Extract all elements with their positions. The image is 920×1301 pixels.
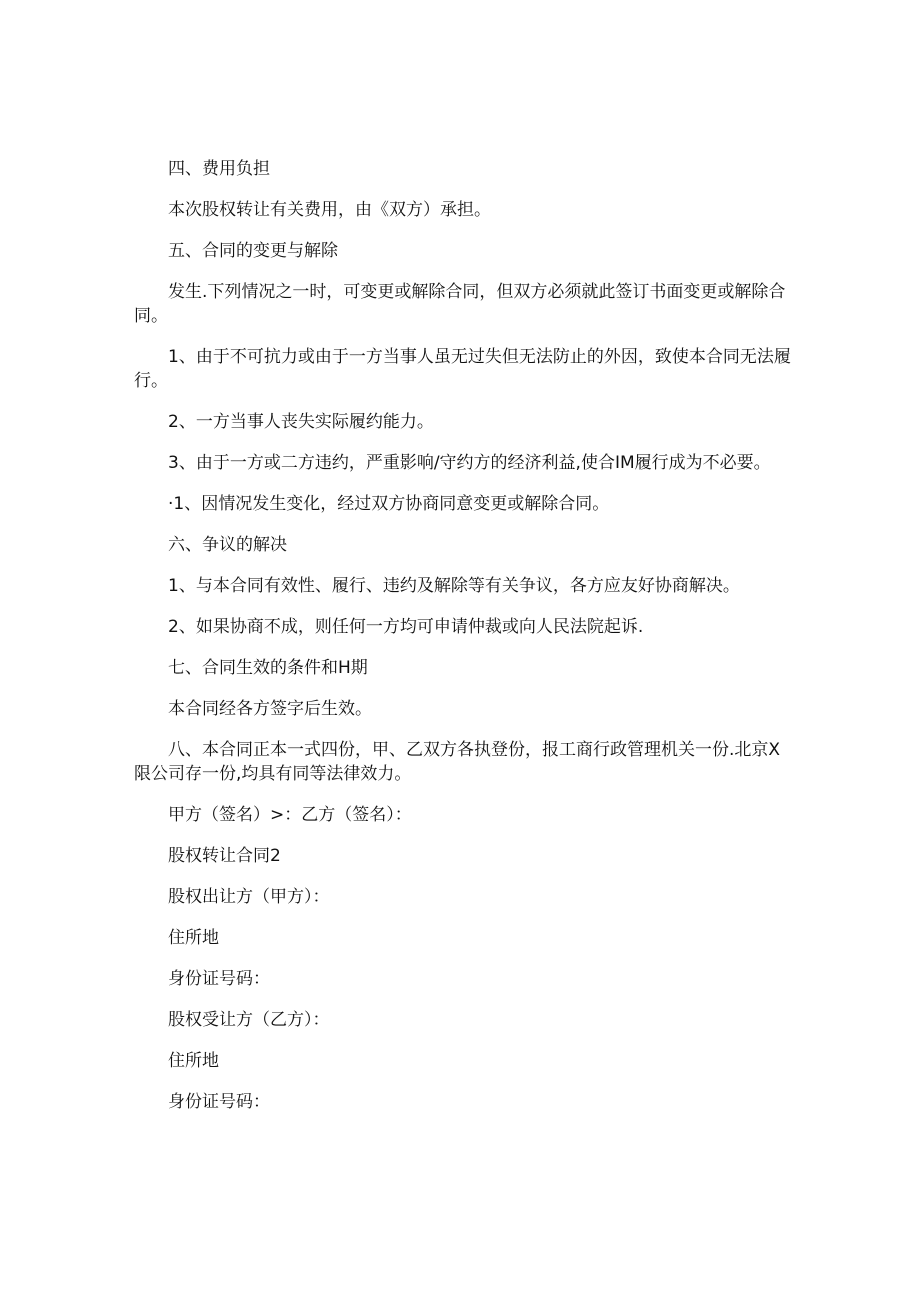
document-body: [134, 157, 794, 1131]
contract-2-title: 股权转让合同2: [168, 846, 281, 866]
section-heading-effective: 七、合同生效的条件和H期: [168, 658, 368, 678]
paragraph-change-item-3: 3、由于一方或二方违约，严重影响/守约方的经济利益,使合IM履行成为不必要。: [168, 453, 771, 473]
paragraph-change-item-4: ·1、因情况发生变化，经过双方协商同意变更或解除合同。: [168, 494, 610, 514]
signature-line: 甲方（签名）>：乙方（签名）：: [168, 805, 412, 825]
section-heading-change: 五、合同的变更与解除: [168, 241, 338, 261]
paragraph-change-item-2: 2、一方当事人丧失实际履约能力。: [168, 412, 434, 432]
transferor-id-label: 身份证号码：: [168, 969, 270, 989]
paragraph-effective: 本合同经各方签字后生效。: [168, 699, 372, 719]
transferee-label: 股权受让方（乙方）：: [168, 1010, 330, 1030]
paragraph-dispute-item-2: 2、如果协商不成，则任何一方均可申请仲裁或向人民法院起诉.: [168, 617, 644, 637]
section-heading-fees: 四、费用负担: [168, 159, 270, 179]
transferor-address-label: 住所地: [168, 928, 219, 948]
paragraph-change-intro: 发生.下列情况之一时，可变更或解除合同，但双方必须就此签订书面变更或解除合同。: [134, 282, 786, 326]
paragraph-fees: 本次股权转让有关费用，由《双方）承担。: [168, 200, 491, 220]
transferor-label: 股权出让方（甲方）：: [168, 887, 330, 907]
paragraph-dispute-item-1: 1、与本合同有效性、履行、违约及解除等有关争议，各方应友好协商解决。: [168, 576, 740, 596]
paragraph-change-item-1: 1、由于不可抗力或由于一方当事人虽无过失但无法防止的外因，致使本合同无法履行。: [134, 347, 791, 391]
transferee-address-label: 住所地: [168, 1051, 219, 1071]
section-heading-dispute: 六、争议的解决: [168, 535, 287, 555]
paragraph-copies: 八、本合同正本一式四份，甲、乙双方各执登份，报工商行政管理机关一份.北京X限公司存一份,均具有同等法律效力。: [134, 740, 781, 784]
transferee-id-label: 身份证号码：: [168, 1092, 270, 1112]
